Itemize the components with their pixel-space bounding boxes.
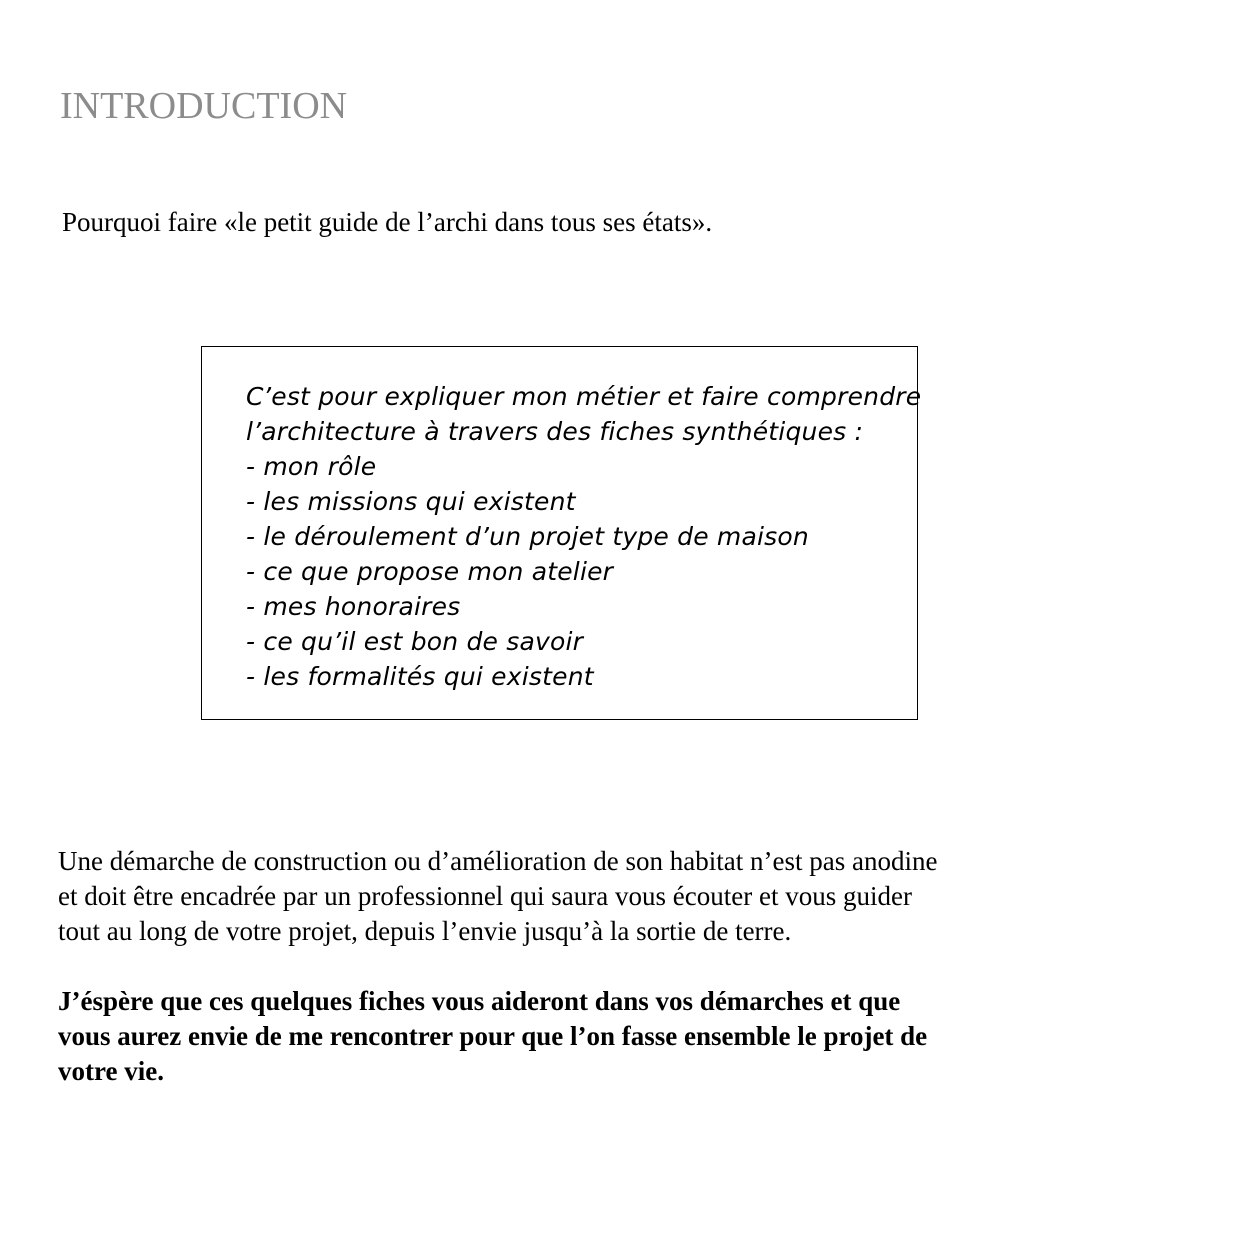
closing-paragraph-line: votre vie. — [58, 1056, 164, 1086]
body-paragraph-line: et doit être encadrée par un professionnel qui saura vous écouter et vous guider — [58, 881, 912, 911]
list-item: - mes honoraires — [246, 589, 921, 624]
page-subtitle: Pourquoi faire «le petit guide de l’archi dans tous ses états». — [62, 207, 713, 237]
list-item: - ce qu’il est bon de savoir — [246, 624, 921, 659]
body-paragraph-line: Une démarche de construction ou d’amélioration de son habitat n’est pas anodine — [58, 846, 938, 876]
body-paragraph — [58, 844, 937, 949]
callout-intro-line: C’est pour expliquer mon métier et faire comprendre — [246, 382, 922, 411]
callout-intro-line: l’architecture à travers des fiches synthétiques : — [246, 417, 864, 446]
closing-paragraph — [58, 984, 927, 1089]
list-item: - ce que propose mon atelier — [246, 554, 921, 589]
body-paragraph-line: tout au long de votre projet, depuis l’envie jusqu’à la sortie de terre. — [58, 916, 792, 946]
list-item: - le déroulement d’un projet type de maison — [246, 519, 921, 554]
list-item: - les formalités qui existent — [246, 659, 921, 694]
closing-paragraph-line: J’éspère que ces quelques fiches vous aideront dans vos démarches et que — [58, 986, 901, 1016]
callout-box — [201, 346, 922, 720]
page-title: INTRODUCTION — [60, 85, 348, 127]
callout-list — [246, 449, 921, 694]
closing-paragraph-line: vous aurez envie de me rencontrer pour que l’on fasse ensemble le projet de — [58, 1021, 928, 1051]
list-item: - les missions qui existent — [246, 484, 921, 519]
list-item: - mon rôle — [246, 449, 921, 484]
callout-text — [246, 379, 921, 694]
